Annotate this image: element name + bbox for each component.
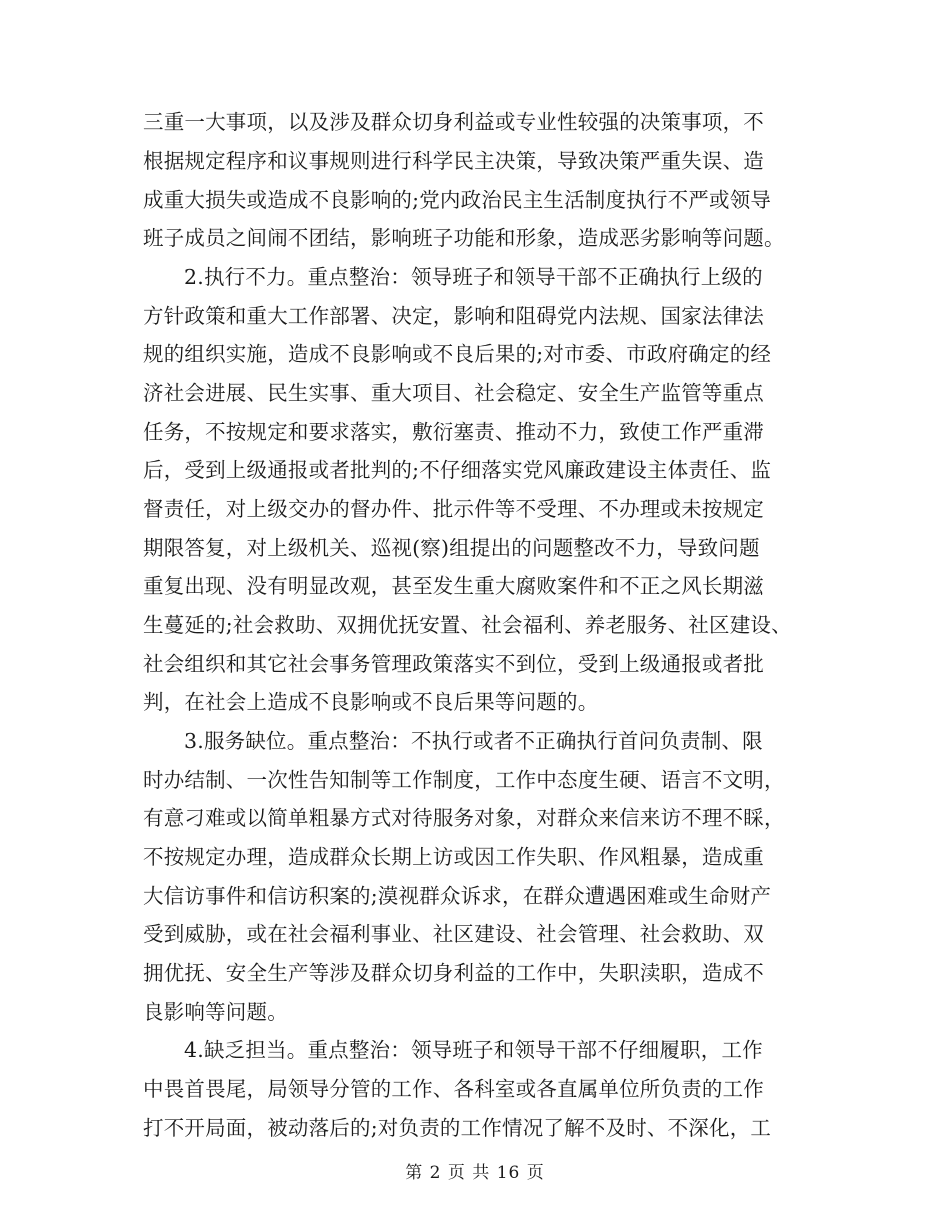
text-line: 有意刁难或以简单粗暴方式对待服务对象，对群众来信来访不理不睬， (143, 806, 785, 830)
text-line: 2.执行不力。重点整治：领导班子和领导干部不正确执行上级的 (184, 265, 763, 289)
text-line: 4.缺乏担当。重点整治：领导班子和领导干部不仔细履职，工作 (184, 1038, 763, 1062)
text-line: 根据规定程序和议事规则进行科学民主决策，导致决策严重失误、造 (143, 149, 764, 173)
text-line: 社会组织和其它社会事务管理政策落实不到位，受到上级通报或者批 (143, 652, 764, 676)
text-line: 重复出现、没有明显改观，甚至发生重大腐败案件和不正之风长期滋 (143, 574, 764, 598)
page-number-footer: 第 2 页 共 16 页 (405, 1163, 545, 1183)
text-line: 期限答复，对上级机关、巡视(察)组提出的问题整改不力，导致问题 (143, 536, 760, 560)
text-line: 任务，不按规定和要求落实，敷衍塞责、推动不力，致使工作严重滞 (143, 420, 764, 444)
text-line: 中畏首畏尾，局领导分管的工作、各科室或各直属单位所负责的工作 (143, 1077, 764, 1101)
text-line: 督责任，对上级交办的督办件、批示件等不受理、不办理或未按规定 (143, 497, 764, 521)
text-line: 大信访事件和信访积案的;漠视群众诉求，在群众遭遇困难或生命财产 (143, 884, 772, 908)
text-line: 3.服务缺位。重点整治：不执行或者不正确执行首问负责制、限 (184, 729, 763, 753)
text-line: 济社会进展、民生实事、重大项目、社会稳定、安全生产监管等重点 (143, 381, 764, 405)
text-line: 判，在社会上造成不良影响或不良后果等问题的。 (143, 690, 599, 714)
text-line: 规的组织实施，造成不良影响或不良后果的;对市委、市政府确定的经 (143, 342, 772, 366)
text-line: 三重一大事项，以及涉及群众切身利益或专业性较强的决策事项，不 (143, 110, 764, 134)
text-line: 生蔓延的;社会救助、双拥优抚安置、社会福利、养老服务、社区建设、 (143, 613, 792, 637)
text-line: 拥优抚、安全生产等涉及群众切身利益的工作中，失职渎职，造成不 (143, 961, 764, 985)
text-line: 打不开局面，被动落后的;对负责的工作情况了解不及时、不深化，工 (143, 1116, 772, 1140)
text-line: 方针政策和重大工作部署、决定，影响和阻碍党内法规、国家法律法 (143, 304, 764, 328)
text-line: 班子成员之间闹不团结，影响班子功能和形象，造成恶劣影响等问题。 (143, 226, 785, 250)
text-line: 良影响等问题。 (143, 1000, 288, 1024)
text-line: 后，受到上级通报或者批判的;不仔细落实党风廉政建设主体责任、监 (143, 458, 772, 482)
text-line: 成重大损失或造成不良影响的;党内政治民主生活制度执行不严或领导 (143, 188, 772, 212)
text-line: 不按规定办理，造成群众长期上访或因工作失职、作风粗暴，造成重 (143, 845, 764, 869)
text-line: 受到威胁，或在社会福利事业、社区建设、社会管理、社会救助、双 (143, 922, 764, 946)
text-line: 时办结制、一次性告知制等工作制度，工作中态度生硬、语言不文明， (143, 768, 785, 792)
